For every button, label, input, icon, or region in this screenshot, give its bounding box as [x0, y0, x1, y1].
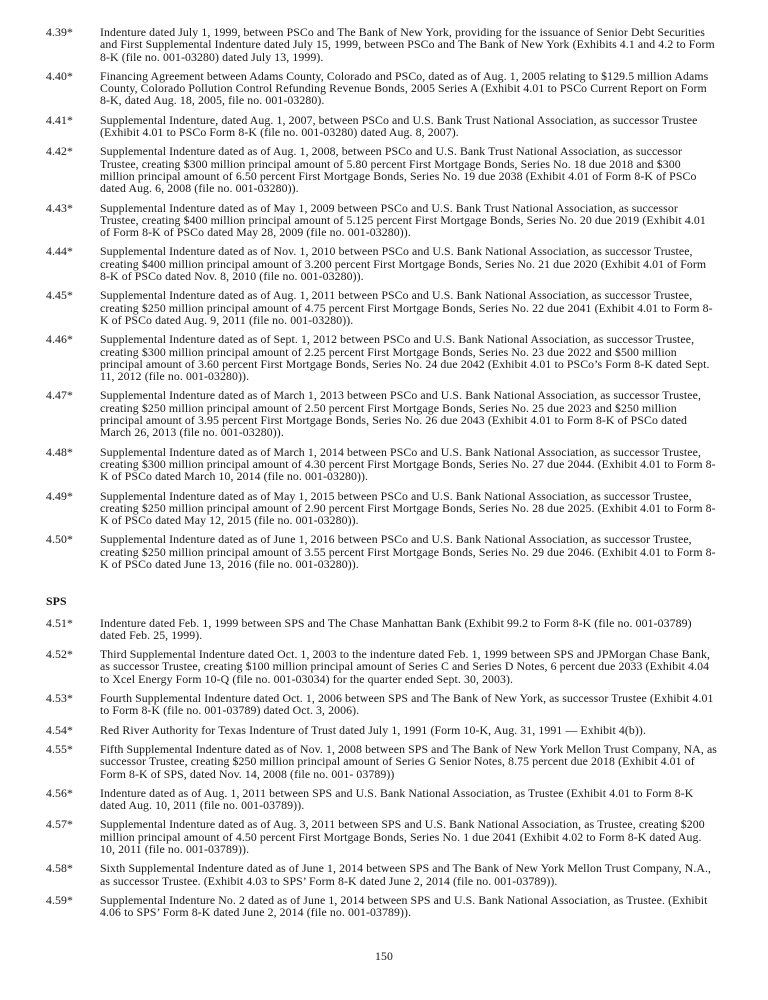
exhibit-row	[0, 894, 768, 919]
exhibit-description: Supplemental Indenture No. 2 dated as of June 1, 2014 between SPS and U.S. Bank National Association, as Trustee. (Exhibit 4.06 to SPS’ Form 8-K dated June 2, 2014 (file no. 001-03789)).	[100, 892, 708, 920]
exhibit-description: Supplemental Indenture dated as of Nov. 1, 2010 between PSCo and U.S. Bank National Association, as successor Trustee, creating $400 million principal amount of 3.200 percent First Mortgage Bonds, Series No. 21 due 2020 (Exhibit 4.01 of Form 8-K of PSCo dated Nov. 8, 2010 (file no. 001-03280)).	[100, 244, 707, 284]
exhibit-description: Supplemental Indenture dated as of March 1, 2014 between PSCo and U.S. Bank National Association, as successor Trustee, creating $300 million principal amount of 4.30 percent First Mortgage Bonds, Series No. 27 due 2044. (Exhibit 4.01 to Form 8-K of PSCo dated March 10, 2014 (file no. 001-03280)).	[100, 444, 716, 484]
exhibit-description: Supplemental Indenture dated as of Sept. 1, 2012 between PSCo and U.S. Bank National Association, as successor Trustee, creating $300 million principal amount of 2.25 percent First Mortgage Bonds, Series No. 23 due 2022 and $500 million principal amount of 3.60 percent First Mortgage Bonds, Series No. 24 due 2042 (Exhibit 4.01 to PSCo’s Form 8-K dated Sept. 11, 2012 (file no. 001-03280)).	[100, 332, 710, 384]
exhibit-row	[0, 617, 768, 642]
exhibit-description: Fourth Supplemental Indenture dated Oct. 1, 2006 between SPS and The Bank of New York, as successor Trustee (Exhibit 4.01 to Form 8-K (file no. 001-03789) dated Oct. 3, 2006).	[100, 691, 714, 718]
exhibit-number: 4.47*	[46, 388, 74, 403]
exhibit-description: Supplemental Indenture dated as of Aug. 1, 2011 between PSCo and U.S. Bank National Association, as successor Trustee, creating $250 million principal amount of 4.75 percent First Mortgage Bonds, Series No. 22 due 2041 (Exhibit 4.01 to Form 8-K of PSCo dated Aug. 9, 2011 (file no. 001-03280)).	[100, 288, 713, 327]
exhibit-description: Supplemental Indenture dated as of May 1, 2015 between PSCo and U.S. Bank National Association, as successor Trustee, creating $250 million principal amount of 2.90 percent First Mortgage Bonds, Series No. 28 due 2025. (Exhibit 4.01 to Form 8-K of PSCo dated May 12, 2015 (file no. 001-03280)).	[100, 488, 716, 528]
exhibit-description: Third Supplemental Indenture dated Oct. 1, 2003 to the indenture dated Feb. 1, 1999 between SPS and JPMorgan Chase Bank, as successor Trustee, creating $100 million principal amount of Series C and Series D Notes, 6 percent due 2033 (Exhibit 4.04 to Xcel Energy Form 10-Q (file no. 001-03034) for the quarter ended Sept. 30, 2003).	[100, 647, 711, 686]
exhibit-number: 4.46*	[46, 332, 74, 347]
exhibit-number: 4.42*	[46, 144, 74, 159]
exhibit-description: Red River Authority for Texas Indenture of Trust dated July 1, 1991 (Form 10-K, Aug. 31, 1991 — Exhibit 4(b)).	[100, 722, 647, 737]
exhibit-number: 4.59*	[46, 892, 74, 907]
exhibit-number: 4.57*	[46, 817, 74, 832]
exhibit-description: Supplemental Indenture dated as of June 1, 2016 between PSCo and U.S. Bank National Association, as successor Trustee, creating $250 million principal amount of 3.55 percent First Mortgage Bonds, Series No. 29 due 2046. (Exhibit 4.01 to Form 8-K of PSCo dated June 13, 2016 (file no. 001-03280)).	[100, 532, 716, 571]
exhibit-description: Indenture dated Feb. 1, 1999 between SPS and The Chase Manhattan Bank (Exhibit 99.2 to Form 8-K (file no. 001-03789) dated Feb. 25, 1999).	[100, 615, 692, 642]
exhibit-row	[0, 862, 768, 887]
exhibit-description: Indenture dated as of Aug. 1, 2011 between SPS and U.S. Bank National Association, as Trustee (Exhibit 4.01 to Form 8-K dated Aug. 10, 2011 (file no. 001-03789)).	[100, 785, 694, 813]
exhibit-number: 4.52*	[46, 647, 74, 662]
exhibit-number: 4.43*	[46, 200, 74, 215]
exhibit-description: Supplemental Indenture dated as of May 1, 2009 between PSCo and U.S. Bank Trust National Association, as successor Trustee, creating $400 million principal amount of 5.125 percent First Mortgage Bonds, Series No. 20 due 2019 (Exhibit 4.01 of Form 8-K of PSCo dated May 28, 2009 (file no. 001-03280)).	[100, 200, 706, 240]
exhibit-row	[0, 787, 768, 812]
exhibit-description: Sixth Supplemental Indenture dated as of June 1, 2014 between SPS and The Bank of New York Mellon Trust Company, N.A., as successor Trustee. (Exhibit 4.03 to SPS’ Form 8-K dated June 2, 2014 (file no. 001-03789)).	[100, 861, 712, 888]
exhibit-index-list	[0, 26, 768, 926]
exhibit-row	[0, 490, 768, 527]
exhibit-description: Supplemental Indenture dated as of March 1, 2013 between PSCo and U.S. Bank National Association, as successor Trustee, creating $250 million principal amount of 2.50 percent First Mortgage Bonds, Series No. 25 due 2023 and $250 million principal amount of 3.95 percent First Mortgage Bonds, Series No. 26 due 2043 (Exhibit 4.01 to Form 8-K of PSCo dated March 26, 2013 (file no. 001-03280)).	[100, 388, 701, 440]
exhibit-row	[0, 648, 768, 685]
exhibit-number: 4.48*	[46, 444, 74, 459]
exhibit-number: 4.44*	[46, 244, 74, 259]
exhibit-row	[0, 333, 768, 382]
exhibit-number: 4.51*	[46, 615, 74, 630]
exhibit-row	[0, 202, 768, 239]
exhibit-description: Supplemental Indenture dated as of Aug. 1, 2008, between PSCo and U.S. Bank Trust National Association, as successor Trustee, creating $300 million principal amount of 5.80 percent First Mortgage Bonds, Series No. 18 due 2018 and $300 million principal amount of 6.50 percent First Mortgage Bonds, Series No. 19 due 2038 (Exhibit 4.01 of Form 8-K of PSCo dated Aug. 6, 2008 (file no. 001-03280)).	[100, 144, 697, 196]
exhibit-description: Fifth Supplemental Indenture dated as of Nov. 1, 2008 between SPS and The Bank of New York Mellon Trust Company, NA, as successor Trustee, creating $250 million principal amount of Series G Senior Notes, 8.75 percent due 2018 (Exhibit 4.01 of Form 8-K of SPS, dated Nov. 14, 2008 (file no. 001- 03789))	[100, 741, 717, 781]
exhibit-number: 4.39*	[46, 25, 74, 39]
exhibit-number: 4.58*	[46, 861, 74, 876]
page-number: 150	[375, 949, 393, 963]
exhibit-row	[0, 145, 768, 194]
exhibit-row	[0, 533, 768, 570]
exhibit-number: 4.55*	[46, 741, 74, 756]
exhibit-row	[0, 114, 768, 139]
exhibit-row	[0, 289, 768, 326]
exhibit-row	[0, 446, 768, 483]
exhibit-number: 4.40*	[46, 68, 74, 83]
exhibit-row	[0, 743, 768, 780]
exhibit-number: 4.45*	[46, 288, 74, 303]
exhibit-row	[0, 818, 768, 855]
exhibit-number: 4.50*	[46, 532, 74, 547]
exhibit-row	[0, 245, 768, 282]
exhibit-row	[0, 26, 768, 63]
exhibit-number: 4.41*	[46, 112, 74, 127]
exhibit-description: Financing Agreement between Adams County, Colorado and PSCo, dated as of Aug. 1, 2005 relating to $129.5 million Adams County, Colorado Pollution Control Refunding Revenue Bonds, 2005 Series A (Exhibit 4.01 to PSCo Current Report on Form 8-K, dated Aug. 18, 2005, file no. 001-03280).	[100, 68, 709, 108]
exhibit-number: 4.56*	[46, 785, 74, 800]
exhibit-number: 4.49*	[46, 488, 74, 503]
exhibit-row	[0, 389, 768, 438]
exhibit-row	[0, 70, 768, 107]
exhibit-row	[0, 692, 768, 717]
section-header: SPS	[46, 594, 67, 609]
exhibit-description: Supplemental Indenture, dated Aug. 1, 2007, between PSCo and U.S. Bank Trust National Association, as successor Trustee (Exhibit 4.01 to PSCo Form 8-K (file no. 001-03280) dated Aug. 8, 2007).	[100, 112, 698, 140]
exhibit-description: Indenture dated July 1, 1999, between PSCo and The Bank of New York, providing for the issuance of Senior Debt Securities and First Supplemental Indenture dated July 15, 1999, between PSCo and The Bank of New York (Exhibits 4.1 and 4.2 to Form 8-K (file no. 001-03280) dated July 13, 1999).	[100, 25, 715, 64]
exhibit-number: 4.54*	[46, 722, 74, 737]
exhibit-number: 4.53*	[46, 691, 74, 706]
exhibit-description: Supplemental Indenture dated as of Aug. 3, 2011 between SPS and U.S. Bank National Association, as Trustee, creating $200 million principal amount of 4.50 percent First Mortgage Bonds, Series No. 1 due 2041 (Exhibit 4.02 to Form 8-K dated Aug. 10, 2011 (file no. 001-03789)).	[100, 817, 705, 857]
exhibit-row	[0, 724, 768, 736]
